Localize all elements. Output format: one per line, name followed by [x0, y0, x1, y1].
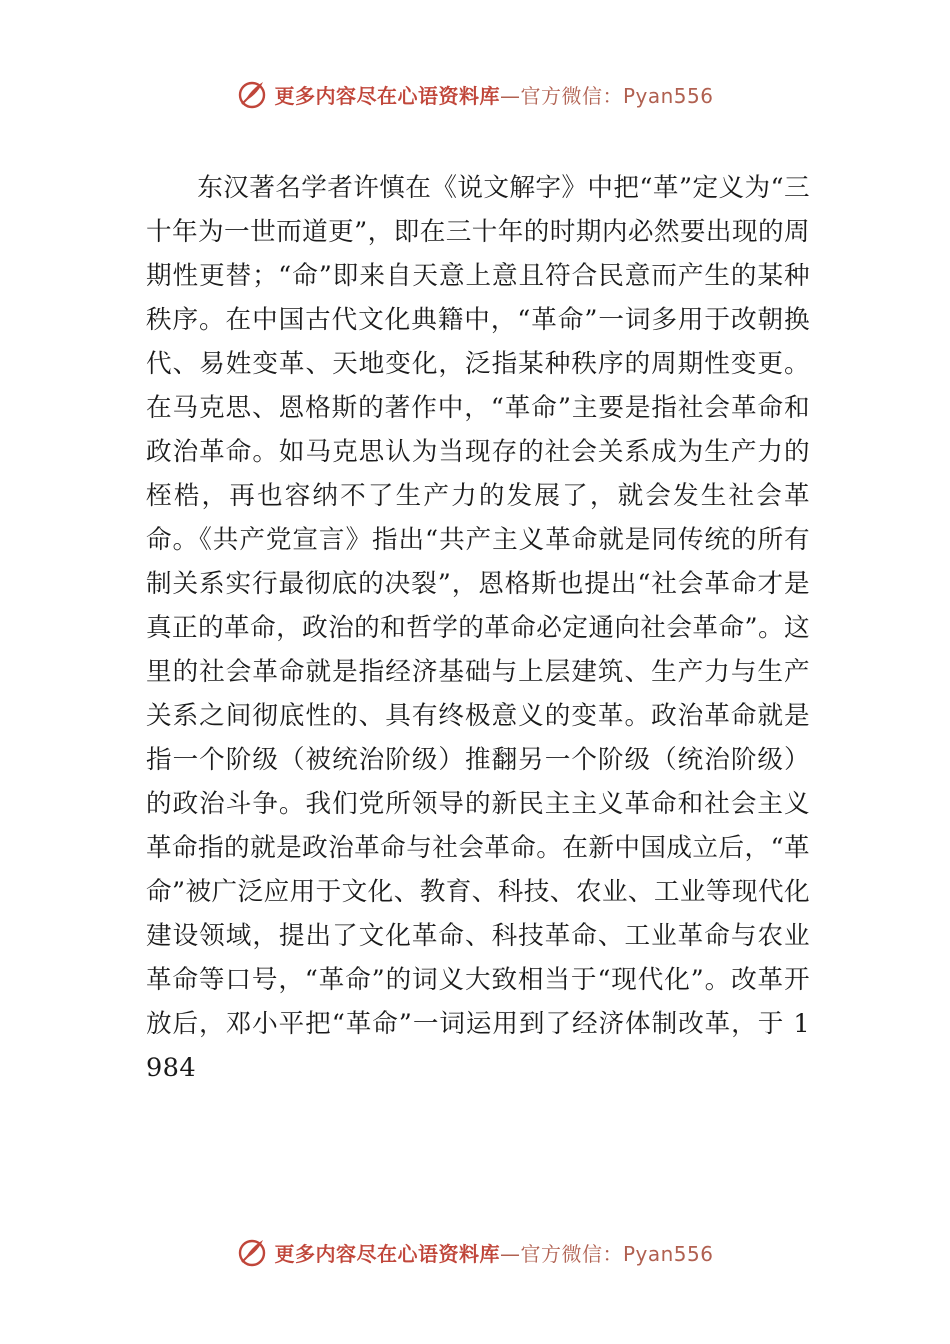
body-paragraph: 东汉著名学者许慎在《说文解字》中把“革”定义为“三十年为一世而道更”，即在三十年的时期内必然要出现的周期性更替；“命”即来自天意上意且符合民意而产生的某种秩序。在中国古代文化典籍中，“革命”一词多用于改朝换代、易姓变革、天地变化，泛指某种秩序的周期性变更。在马克思、恩格斯的著作中，“革命”主要是指社会革命和政治革命。如马克思认为当现存的社会关系成为生产力的桎梏，再也容纳不了生产力的发展了，就会发生社会革命。《共产党宣言》指出“共产主义革命就是同传统的所有制关系实行最彻底的决裂”，恩格斯也提出“社会革命才是真正的革命，政治的和哲学的革命必定通向社会革命”。这里的社会革命就是指经济基础与上层建筑、生产力与生产关系之间彻底性的、具有终极意义的变革。政治革命就是指一个阶级（被统治阶级）推翻另一个阶级（统治阶级）的政治斗争。我们党所领导的新民主主义革命和社会主义革命指的就是政治革命与社会革命。在新中国成立后，“革命”被广泛应用于文化、教育、科技、农业、工业等现代化建设领域，提出了文化革命、科技革命、工业革命与农业革命等口号，“革命”的词义大致相当于“现代化”。改革开放后，邓小平把“革命”一词运用到了经济体制改革，于 1984 [146, 173, 810, 1083]
header-banner-contact: 官方微信：Pyan556 [520, 83, 714, 108]
footer-banner-separator: — [499, 1241, 521, 1266]
footer-banner-text [274, 1238, 713, 1267]
header-banner-separator: — [499, 83, 521, 108]
footer-banner-contact: 官方微信：Pyan556 [520, 1241, 714, 1266]
footer-banner [0, 1230, 950, 1274]
quill-logo-icon [236, 1236, 268, 1268]
document-body [146, 166, 810, 1090]
footer-banner-title: 更多内容尽在心语资料库 [274, 1241, 500, 1266]
header-banner-text [274, 80, 713, 109]
quill-logo-icon [236, 78, 268, 110]
header-banner [0, 72, 950, 116]
header-banner-title: 更多内容尽在心语资料库 [274, 83, 500, 108]
